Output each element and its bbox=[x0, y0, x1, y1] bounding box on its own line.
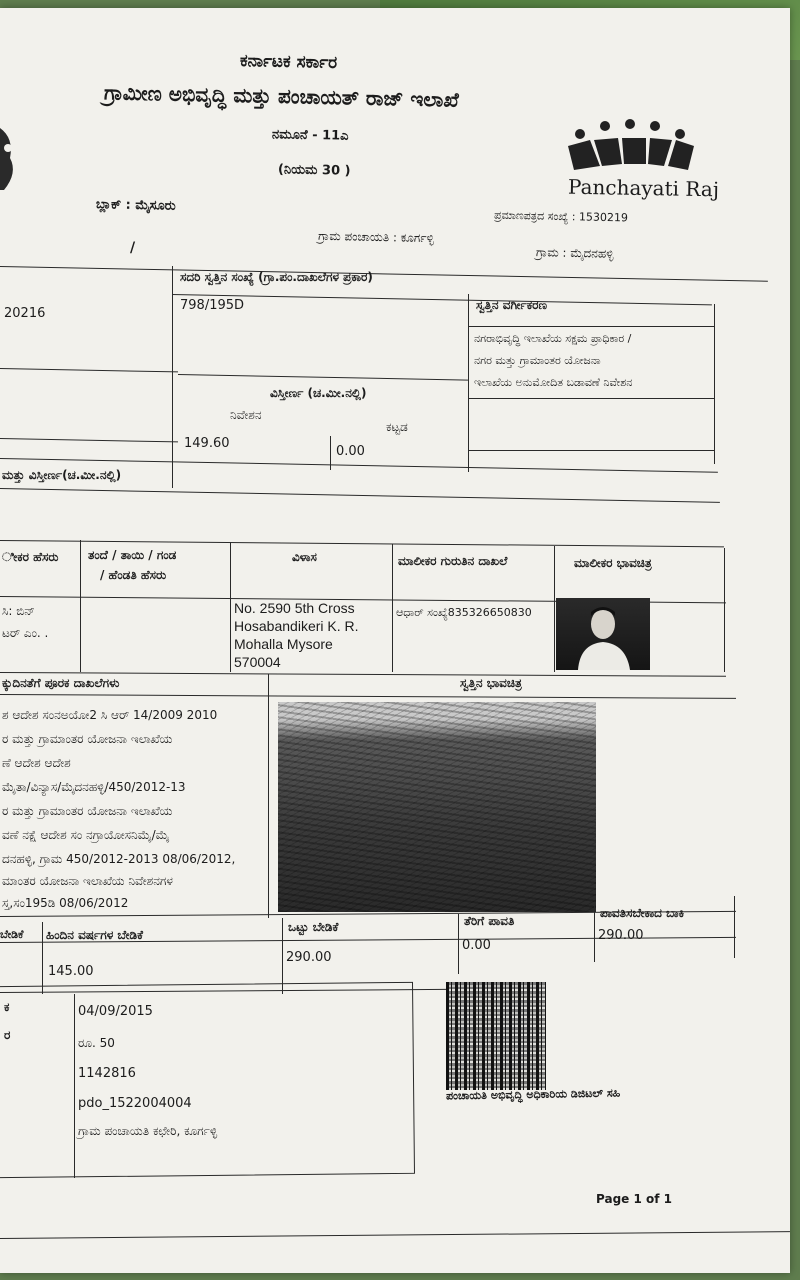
table-rule bbox=[178, 374, 468, 381]
table-divider bbox=[268, 674, 269, 918]
table-rule bbox=[172, 294, 712, 305]
receipt-number: 1142816 bbox=[78, 1066, 136, 1081]
supporting-docs-label: ಕ್ಕುದಿನತೆಗೆ ಪೂರಕ ದಾಖಲೆಗಳು bbox=[2, 676, 120, 690]
dept-title: ಗ್ರಾಮೀಣ ಅಭಿವೃದ್ಧಿ ಮತ್ತು ಪಂಚಾಯತ್ ರಾಜ್ ಇಲಾಖೆ bbox=[103, 80, 459, 112]
owner-address: 570004 bbox=[234, 654, 281, 670]
area-row-label: ಮತ್ತು ವಿಸ್ತೀರ್ಣ(ಚ.ಮೀ.ನಲ್ಲಿ) bbox=[2, 468, 122, 482]
col-owner-photo: ಮಾಲೀಕರ ಭಾವಚಿತ್ರ bbox=[574, 556, 652, 570]
property-number-value: 798/195D bbox=[180, 298, 245, 313]
table-divider bbox=[594, 906, 595, 962]
doc-line: ಶ ಆದೇಶ ಸಂನಅಯೋ2 ಸಿ ಆರ್ 14/2009 2010 bbox=[2, 708, 218, 722]
panchayati-raj-logo-icon bbox=[560, 118, 700, 178]
col-address: ವಿಳಾಸ bbox=[292, 550, 317, 564]
fee-amount: ರೂ. 50 bbox=[78, 1036, 115, 1050]
doc-line: ರ ಮತ್ತು ಗ್ರಾಮಾಂತರ ಯೋಜನಾ ಇಲಾಖೆಯ bbox=[2, 804, 173, 818]
form-number: ನಮೂನೆ - 11ಎ bbox=[271, 127, 349, 144]
table-divider bbox=[80, 540, 81, 672]
table-divider bbox=[554, 546, 555, 672]
page-number: Page 1 of 1 bbox=[596, 1192, 672, 1206]
col-parent-name: ತಂದೆ / ತಾಯಿ / ಗಂಡ bbox=[88, 548, 177, 562]
table-rule bbox=[0, 488, 720, 503]
table-divider bbox=[230, 542, 231, 672]
block-name: ಬ್ಲಾಕ್ : ಮೈಸೂರು bbox=[95, 197, 176, 214]
owner-photo bbox=[556, 598, 650, 670]
table-divider bbox=[714, 304, 715, 464]
col-owner-id: ಮಾಲೀಕರ ಗುರುತಿನ ದಾಖಲೆ bbox=[398, 554, 508, 568]
table-divider bbox=[734, 896, 735, 958]
footer-label: ರ bbox=[4, 1028, 11, 1042]
property-id: 20216 bbox=[4, 306, 46, 321]
table-divider bbox=[458, 914, 459, 974]
issue-date: 04/09/2015 bbox=[78, 1004, 153, 1019]
classification-value: ನಗರಾಭಿವೃದ್ಧಿ ಇಲಾಖೆಯ ಸಕ್ಷಮ ಪ್ರಾಧಿಕಾರ / bbox=[474, 332, 632, 345]
table-divider bbox=[172, 266, 173, 488]
village-name: ಗ್ರಾಮ : ಮೈದನಹಳ್ಳಿ bbox=[535, 245, 614, 261]
site-area-value: 149.60 bbox=[184, 436, 230, 451]
area-label: ವಿಸ್ತೀರ್ಣ (ಚ.ಮೀ.ನಲ್ಲಿ) bbox=[270, 386, 367, 400]
site-label: ನಿವೇಶನ bbox=[230, 408, 262, 422]
qr-code bbox=[446, 982, 546, 1090]
table-rule bbox=[468, 398, 714, 399]
owner-name: ಸಿ: ಬಿನ್ bbox=[2, 604, 35, 618]
footer-label: ಕ bbox=[4, 1000, 10, 1014]
property-number-label: ಸದರಿ ಸ್ವತ್ತಿನ ಸಂಖ್ಯೆ (ಗ್ರಾ.ಪಂ.ದಾಖಲೆಗಳ ಪ್ರಕಾರ) bbox=[180, 270, 373, 284]
table-rule bbox=[0, 266, 768, 282]
certificate-number: ಪ್ರಮಾಣಪತ್ರದ ಸಂಖ್ಯೆ : 1530219 bbox=[493, 208, 629, 225]
owner-address: Hosabandikeri K. R. bbox=[234, 618, 359, 634]
table-rule bbox=[0, 694, 736, 699]
table-divider bbox=[392, 544, 393, 672]
table-rule bbox=[0, 1231, 790, 1239]
state-emblem-icon bbox=[0, 118, 22, 198]
table-divider bbox=[724, 548, 725, 672]
table-rule bbox=[0, 368, 178, 372]
doc-line: ರ ಮತ್ತು ಗ್ರಾಮಾಂತರ ಯೋಜನಾ ಇಲಾಖೆಯ bbox=[2, 732, 173, 746]
tax-paid-value: 0.00 bbox=[462, 938, 491, 953]
table-divider bbox=[74, 994, 75, 1178]
col-demand: ಬೇಡಿಕೆ bbox=[0, 928, 24, 941]
digital-signature-label: ಪಂಚಾಯತಿ ಅಭಿವೃದ್ಧಿ ಅಧಿಕಾರಿಯ ಡಿಜಿಟಲ್ ಸಹಿ bbox=[445, 1086, 621, 1103]
pdo-id: pdo_1522004004 bbox=[78, 1096, 192, 1111]
classification-value: ನಗರ ಮತ್ತು ಗ್ರಾಮಾಂತರ ಯೋಜನಾ bbox=[474, 354, 601, 367]
owner-name: ಟರ್ ಎಂ. . bbox=[2, 626, 49, 640]
header-mark: / bbox=[130, 240, 136, 256]
owner-address: Mohalla Mysore bbox=[234, 636, 333, 652]
col-owner-name: ೀಕರ ಹೆಸರು bbox=[2, 550, 59, 564]
total-demand-value: 290.00 bbox=[286, 950, 332, 965]
doc-line: ಸ್ತ,ಸಂ195ಡಿ 08/06/2012 bbox=[2, 896, 129, 910]
table-rule bbox=[0, 540, 724, 547]
col-total-demand: ಒಟ್ಟು ಬೇಡಿಕೆ bbox=[288, 920, 339, 934]
govt-title: ಕರ್ನಾಟಕ ಸರ್ಕಾರ bbox=[239, 50, 338, 74]
table-divider bbox=[468, 294, 469, 472]
col-previous-demand: ಹಿಂದಿನ ವರ್ಷಗಳ ಬೇಡಿಕೆ bbox=[46, 928, 144, 942]
previous-demand-value: 145.00 bbox=[48, 964, 94, 979]
property-photo-label: ಸ್ವತ್ತಿನ ಭಾವಚಿತ್ರ bbox=[460, 676, 522, 690]
table-rule bbox=[0, 438, 178, 442]
table-rule bbox=[468, 450, 714, 451]
building-label: ಕಟ್ಟಡ bbox=[386, 420, 408, 434]
doc-line: ದನಹಳ್ಳಿ, ಗ್ರಾಮ 450/2012-2013 08/06/2012, bbox=[2, 852, 236, 866]
rule-number: (ನಿಯಮ 30 ) bbox=[277, 162, 351, 179]
classification-label: ಸ್ವತ್ತಿನ ವರ್ಗೀಕರಣ bbox=[476, 298, 547, 312]
doc-line: ಮಾಂತರ ಯೋಜನಾ ಇಲಾಖೆಯ ನಿವೇಶನಗಳ bbox=[2, 874, 173, 888]
office-name: ಗ್ರಾಮ ಪಂಚಾಯತಿ ಕಛೇರಿ, ಕೂರ್ಗಳ್ಳಿ bbox=[78, 1124, 218, 1138]
property-photo bbox=[278, 702, 596, 912]
owner-address: No. 2590 5th Cross bbox=[234, 600, 355, 616]
col-parent-name: / ಹೆಂಡತಿ ಹೆಸರು bbox=[100, 568, 167, 582]
col-tax-paid: ತೆರಿಗೆ ಪಾವತಿ bbox=[464, 914, 515, 928]
footer-box bbox=[0, 982, 415, 1178]
panchayat-name: ಗ್ರಾಮ ಪಂಚಾಯತಿ : ಕೂರ್ಗಳ್ಳಿ bbox=[317, 228, 435, 246]
classification-value: ಇಲಾಖೆಯ ಅನುಮೋದಿತ ಬಡಾವಣೆ ನಿವೇಶನ bbox=[474, 376, 633, 389]
doc-line: ವಣೆ ನಕ್ಷೆ ಆದೇಶ ಸಂ ನಗ್ರಾಯೋಸನಿಮೈ/ಮೈ bbox=[2, 828, 170, 842]
table-divider bbox=[42, 922, 43, 994]
building-area-value: 0.00 bbox=[336, 444, 365, 459]
aadhaar-number: ಆಧಾರ್ ಸಂಖ್ಯೆ835326650830 bbox=[396, 606, 532, 619]
doc-line: ಮೈತಾ/ವಿನ್ಯಾಸ/ಮೈದನಹಳ್ಳಿ/450/2012-13 bbox=[2, 780, 186, 794]
doc-line: ಣೆ ಆದೇಶ ಆದೇಶ bbox=[2, 756, 71, 770]
logo-text: Panchayati Raj bbox=[567, 174, 720, 202]
balance-value: 290.00 bbox=[598, 928, 644, 943]
table-rule bbox=[468, 326, 714, 327]
col-balance: ಪಾವತಿಸಬೇಕಾದ ಬಾಕಿ bbox=[600, 906, 685, 920]
document-page bbox=[0, 8, 790, 1273]
